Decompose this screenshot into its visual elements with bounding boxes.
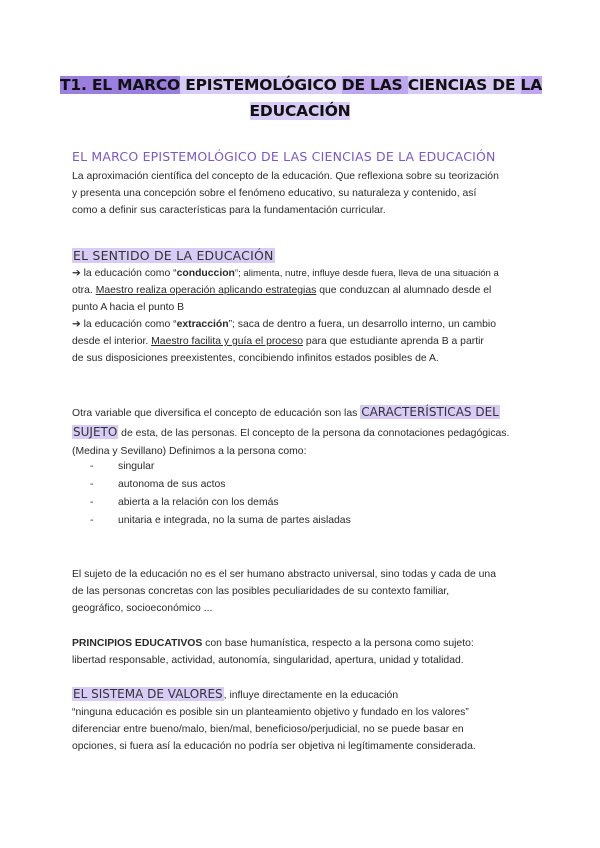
sujeto-paragraph xyxy=(72,403,532,461)
sentido-line xyxy=(72,265,532,282)
title-highlight-5: LA xyxy=(520,76,543,94)
principios-paragraph xyxy=(72,635,532,669)
title-highlight-3: DE LAS xyxy=(341,76,408,94)
sujeto-line: (Medina y Sevillano) Definimos a la persona como: xyxy=(72,446,307,457)
list-item: - abierta a la relación con los demás xyxy=(90,497,279,508)
sentido-heading xyxy=(72,248,275,263)
highlighted-term: EL SISTEMA DE VALORES xyxy=(73,687,223,701)
sujeto2-paragraph xyxy=(72,566,532,617)
valores-line xyxy=(72,686,532,704)
sujeto-line xyxy=(72,403,532,423)
sujeto2-line: geográfico, socioeconómico ... xyxy=(72,603,213,614)
document-title xyxy=(60,72,543,124)
list-item: - autonoma de sus actos xyxy=(90,479,226,490)
bold-term: conduccion xyxy=(176,268,235,279)
sentido-line xyxy=(72,316,532,333)
title-line-1 xyxy=(60,72,543,98)
list-item: - unitaria e integrada, no la suma de partes aisladas xyxy=(90,515,351,526)
underlined-text: Maestro realiza operación aplicando estrategias xyxy=(95,285,317,296)
list-item-text: unitaria e integrada, no la suma de partes aisladas xyxy=(118,515,351,526)
text-run: Otra variable que diversifica el concepto de educación son las xyxy=(72,408,361,419)
text-run: para que estudiante aprenda B a partir xyxy=(303,336,484,347)
valores-paragraph xyxy=(72,686,532,755)
title-highlight-6: EDUCACIÓN xyxy=(249,102,351,120)
text-run: que conduzcan al alumnado desde el xyxy=(316,285,492,296)
text-run: desde el interior. xyxy=(72,336,152,347)
sujeto-line xyxy=(72,423,532,443)
intro-line: y presenta una concepción sobre el fenómeno educativo, su naturaleza y contenido, así xyxy=(72,188,477,199)
text-run: ”; alimenta, nutre, influye desde fuera, lleva de una situación a xyxy=(234,268,499,279)
intro-line: como a definir sus características para la fundamentación curricular. xyxy=(72,205,386,216)
text-run: con base humanística, respecto a la persona como sujeto: xyxy=(202,638,474,649)
sentido-heading-text: EL SENTIDO DE LA EDUCACIÓN xyxy=(73,248,274,263)
valores-line: “ninguna educación es posible sin un planteamiento objetivo y fundado en los valores” xyxy=(72,707,469,718)
sentido-line: punto A hacia el punto B xyxy=(72,302,185,313)
bold-term: PRINCIPIOS EDUCATIVOS xyxy=(72,638,203,649)
sentido-line xyxy=(72,333,532,350)
sujeto2-line: de las personas concretas con las posibles peculiaridades de su contexto familiar, xyxy=(72,586,450,597)
intro-line: La aproximación científica del concepto de la educación. Que reflexiona sobre su teorización xyxy=(72,171,499,182)
section-heading: EL MARCO EPISTEMOLÓGICO DE LAS CIENCIAS DE LA EDUCACIÓN xyxy=(72,149,496,164)
sentido-line: de sus disposiciones preexistentes, concibiendo infinitos estados posibles de A. xyxy=(72,353,439,364)
bold-term: extracción xyxy=(176,319,229,330)
title-highlight-1: T1. EL MARCO xyxy=(60,76,181,94)
text-run: de esta, de las personas. El concepto de la persona da connotaciones pedagógicas. xyxy=(118,428,510,439)
text-run: ➔ la educación como “ xyxy=(72,268,177,279)
highlighted-term: SUJETO xyxy=(73,425,118,439)
underlined-text: Maestro facilita y guía el proceso xyxy=(151,336,304,347)
sentido-line xyxy=(72,282,532,299)
sentido-paragraph xyxy=(72,265,532,367)
text-run: ➔ la educación como “ xyxy=(72,319,177,330)
text-run: , influye directamente en la educación xyxy=(223,690,399,701)
sujeto2-line: El sujeto de la educación no es el ser humano abstracto universal, sino todas y cada de una xyxy=(72,569,496,580)
highlighted-term: CARACTERÍSTICAS DEL xyxy=(361,405,499,419)
list-item-text: singular xyxy=(118,461,155,472)
valores-line: opciones, si fuera así la educación no podría ser objetiva ni legítimamente considerada. xyxy=(72,741,476,752)
valores-line: diferenciar entre bueno/malo, bien/mal, beneficioso/perjudicial, no se puede basar en xyxy=(72,724,464,735)
principios-line xyxy=(72,635,532,652)
title-highlight-2: EPISTEMOLÓGICO xyxy=(180,76,342,94)
principios-line: libertad responsable, actividad, autonomía, singularidad, apertura, unidad y totalidad. xyxy=(72,655,464,666)
list-item: - singular xyxy=(90,461,155,472)
list-item-text: autonoma de sus actos xyxy=(118,479,226,490)
list-item-text: abierta a la relación con los demás xyxy=(118,497,279,508)
title-line-2 xyxy=(60,98,540,124)
text-run: ”; saca de dentro a fuera, un desarrollo interno, un cambio xyxy=(228,319,497,330)
title-highlight-4: CIENCIAS DE xyxy=(407,76,521,94)
intro-paragraph xyxy=(72,168,532,219)
text-run: otra. xyxy=(72,285,96,296)
persona-list xyxy=(90,458,351,530)
